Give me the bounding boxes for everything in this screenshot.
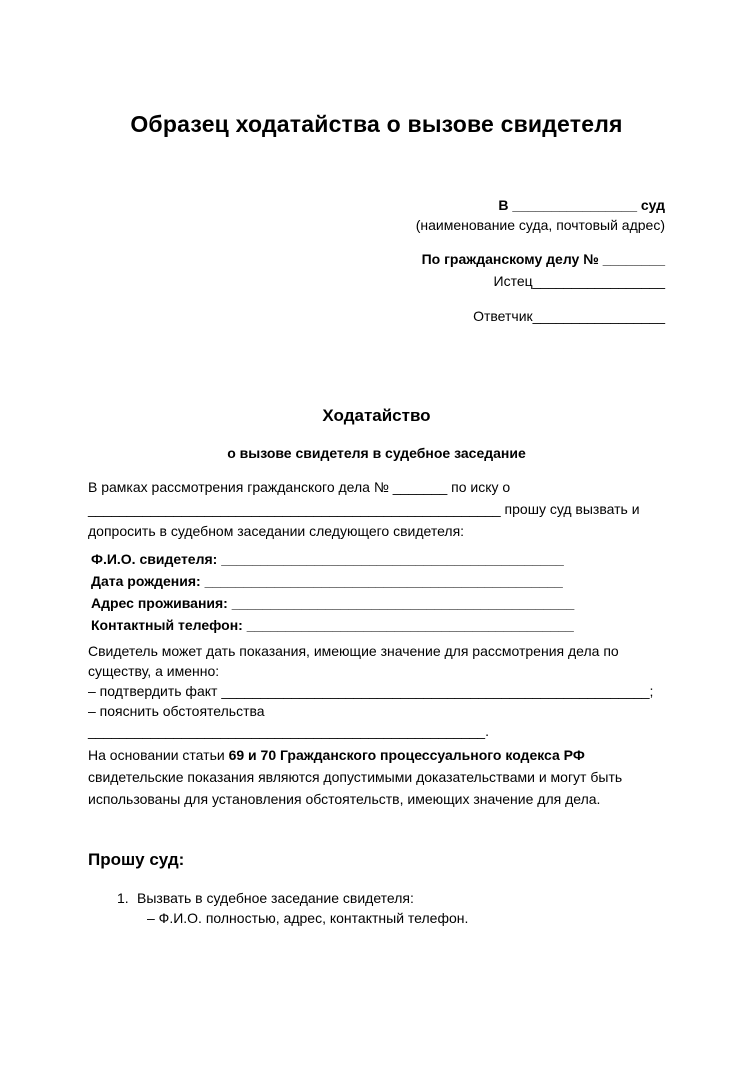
list-item-number: 1.: [117, 890, 129, 906]
legal-basis-paragraph: [88, 744, 665, 810]
intro-paragraph: [88, 476, 665, 542]
request-list: [88, 888, 665, 928]
testimony-explain-line: – пояснить обстоятельства: [88, 703, 265, 719]
testimony-blank-line: ___________________________________________________.: [88, 723, 489, 739]
legal-basis-line-2: свидетельские показания являются допустимыми доказательствами и могут быть: [88, 769, 623, 785]
list-item-body: [137, 888, 468, 928]
list-item: [88, 888, 665, 928]
list-item-detail: – Ф.И.О. полностью, адрес, контактный телефон.: [147, 910, 469, 926]
court-name-hint: (наименование суда, почтовый адрес): [415, 217, 665, 233]
plaintiff-line: Истец_________________: [493, 273, 665, 289]
request-heading: Прошу суд:: [88, 850, 185, 869]
witness-birthdate-field: Дата рождения: ______________________________________________: [91, 573, 563, 589]
case-number-line: По гражданскому делу № ________: [421, 251, 665, 267]
witness-name-field: Ф.И.О. свидетеля: ____________________________________________: [91, 551, 564, 567]
document-title: Образец ходатайства о вызове свидетеля: [130, 111, 623, 137]
defendant-line: Ответчик_________________: [473, 308, 665, 324]
testimony-line-1: Свидетель может дать показания, имеющие значение для рассмотрения дела по: [88, 643, 619, 659]
petition-subheading: о вызове свидетеля в судебное заседание: [227, 445, 526, 461]
testimony-confirm-fact-line: – подтвердить факт _______________________________________________________;: [88, 683, 654, 699]
legal-basis-line-1: [88, 744, 665, 766]
intro-line-2: _____________________________________________________ прошу суд вызвать и: [88, 501, 640, 517]
witness-phone-field: Контактный телефон: __________________________________________: [91, 617, 574, 633]
intro-line-3: допросить в судебном заседании следующего свидетеля:: [88, 523, 465, 539]
witness-address-field: Адрес проживания: ____________________________________________: [91, 595, 575, 611]
witness-fields-block: [88, 548, 665, 636]
petition-heading: Ходатайство: [322, 406, 431, 425]
legal-basis-line-3: использованы для установления обстоятельств, имеющих значение для дела.: [88, 791, 601, 807]
legal-basis-article-reference: 69 и 70 Гражданского процессуального кодекса РФ: [228, 747, 585, 763]
legal-basis-prefix: На основании статьи: [88, 747, 229, 763]
court-name-line: В ________________ суд: [498, 197, 665, 213]
list-item-text: Вызвать в судебное заседание свидетеля:: [137, 890, 414, 906]
intro-line-1: В рамках рассмотрения гражданского дела № _______ по иску о: [88, 479, 511, 495]
testimony-line-2: существу, а именно:: [88, 663, 220, 679]
testimony-paragraph: [88, 641, 665, 741]
court-header-block: [88, 195, 665, 327]
